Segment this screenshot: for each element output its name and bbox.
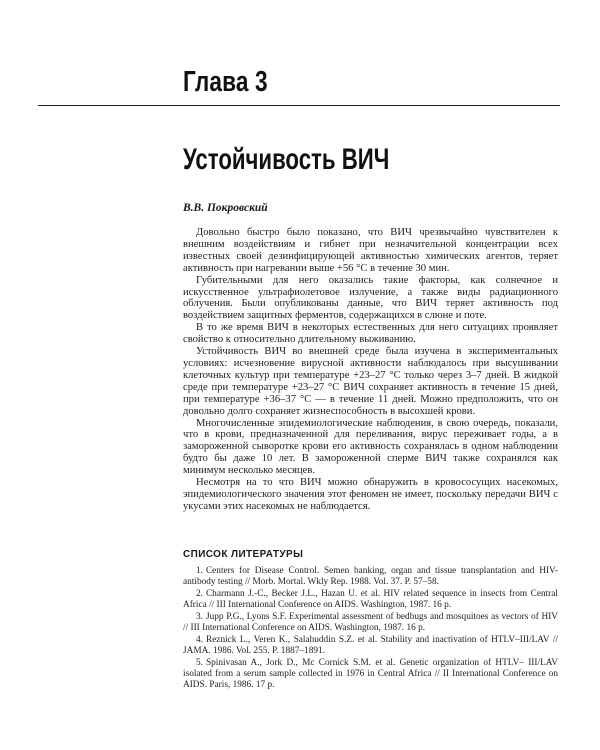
- reference-item: [183, 612, 558, 634]
- references-heading: СПИСОК ЛИТЕРАТУРЫ: [183, 549, 304, 560]
- body-paragraph: Устойчивость ВИЧ во внешней среде была изучена в экспериментальных условиях: исчезновение вирусной активности наблюдалось при высушивании клеточных культур при температуре +23–27 °С только через 3–7 дней. В жидкой среде при температуре +23–27 °С ВИЧ сохраняет активность в течение 15 дней, при температуре +36–37 °С — в течение 11 дней. Можно предположить, что он довольно долго сохраняет жизнеспособность в высохшей крови.: [183, 346, 558, 417]
- reference-item: [183, 658, 558, 691]
- body-text: [183, 227, 558, 513]
- reference-text: Reznick L., Veren K., Salahuddin S.Z. et al. Stability and inactivation of HTLV–III/LAV // JAMA. 1986. Vol. 255. P. 1887–1891.: [183, 635, 558, 656]
- reference-text: Charmann J.-C., Becker J.L., Hazan U. et al. HIV related sequence in insects from Central Africa // III International Conference on AIDS. Washington, 1987. 16 p.: [183, 589, 558, 610]
- reference-text: Jupp P.G., Lyons S.F. Experimental assessment of bedbugs and mosquitoes as vectors of HIV // III International Conference on AIDS. Washington, 1987. 16 p.: [183, 612, 558, 633]
- author-name: В.В. Покровский: [183, 202, 268, 214]
- reference-item: [183, 566, 558, 588]
- reference-number: 3.: [196, 612, 203, 622]
- reference-number: 2.: [196, 589, 203, 599]
- chapter-label: Глава 3: [183, 66, 268, 98]
- body-paragraph: Губительными для него оказались такие факторы, как солнечное и искусственное ультрафиолетовое излучение, а также виды радиационного облучения. Были опубликованы данные, что ВИЧ теряет активность под воздействием защитных ферментов, содержащихся в слюне и поте.: [183, 274, 558, 322]
- reference-item: [183, 589, 558, 611]
- reference-number: 1.: [196, 566, 203, 576]
- references-list: [183, 566, 558, 692]
- chapter-divider: [38, 105, 560, 106]
- body-paragraph: Многочисленные эпидемиологические наблюдения, в свою очередь, показали, что в крови, предназначенной для переливания, вирус переживает годы, а в замороженной сыворотке крови его активность сохранялась в одном наблюдении будто бы даже 10 лет. В замороженной сперме ВИЧ также сохранялся как минимум несколько месяцев.: [183, 417, 558, 477]
- body-paragraph: Довольно быстро было показано, что ВИЧ чрезвычайно чувствителен к внешним воздействиям и гибнет при незначительной концентрации всех известных своей дезинфицирующей активностью химических агентов, теряет активность при нагревании выше +56 °С в течение 30 мин.: [183, 227, 558, 274]
- body-paragraph: Несмотря на то что ВИЧ можно обнаружить в кровососущих насекомых, эпидемиологического значения этот феномен не имеет, поскольку передачи ВИЧ с укусами этих насекомых не наблюдается.: [183, 477, 558, 512]
- reference-text: Centers for Disease Control. Semen banking, organ and tissue transplantation and HIV-antibody testing // Morb. Mortal. Wkly Rep. 1988. Vol. 37. P. 57–58.: [183, 566, 558, 587]
- chapter-title: Устойчивость ВИЧ: [183, 143, 390, 176]
- body-paragraph: В то же время ВИЧ в некоторых естественных для него ситуациях проявляет свойство к относительно длительному выживанию.: [183, 322, 558, 346]
- reference-number: 5.: [196, 658, 203, 668]
- reference-item: [183, 635, 558, 657]
- reference-number: 4.: [196, 635, 203, 645]
- reference-text: Spinivasan A., Jork D., Mc Cornick S.M. et al. Genetic organization of HTLV– III/LAV isolated from a serum sample collected in 1976 in Central Africa // II International Conference on AIDS. Paris, 1986. 17 p.: [183, 658, 558, 690]
